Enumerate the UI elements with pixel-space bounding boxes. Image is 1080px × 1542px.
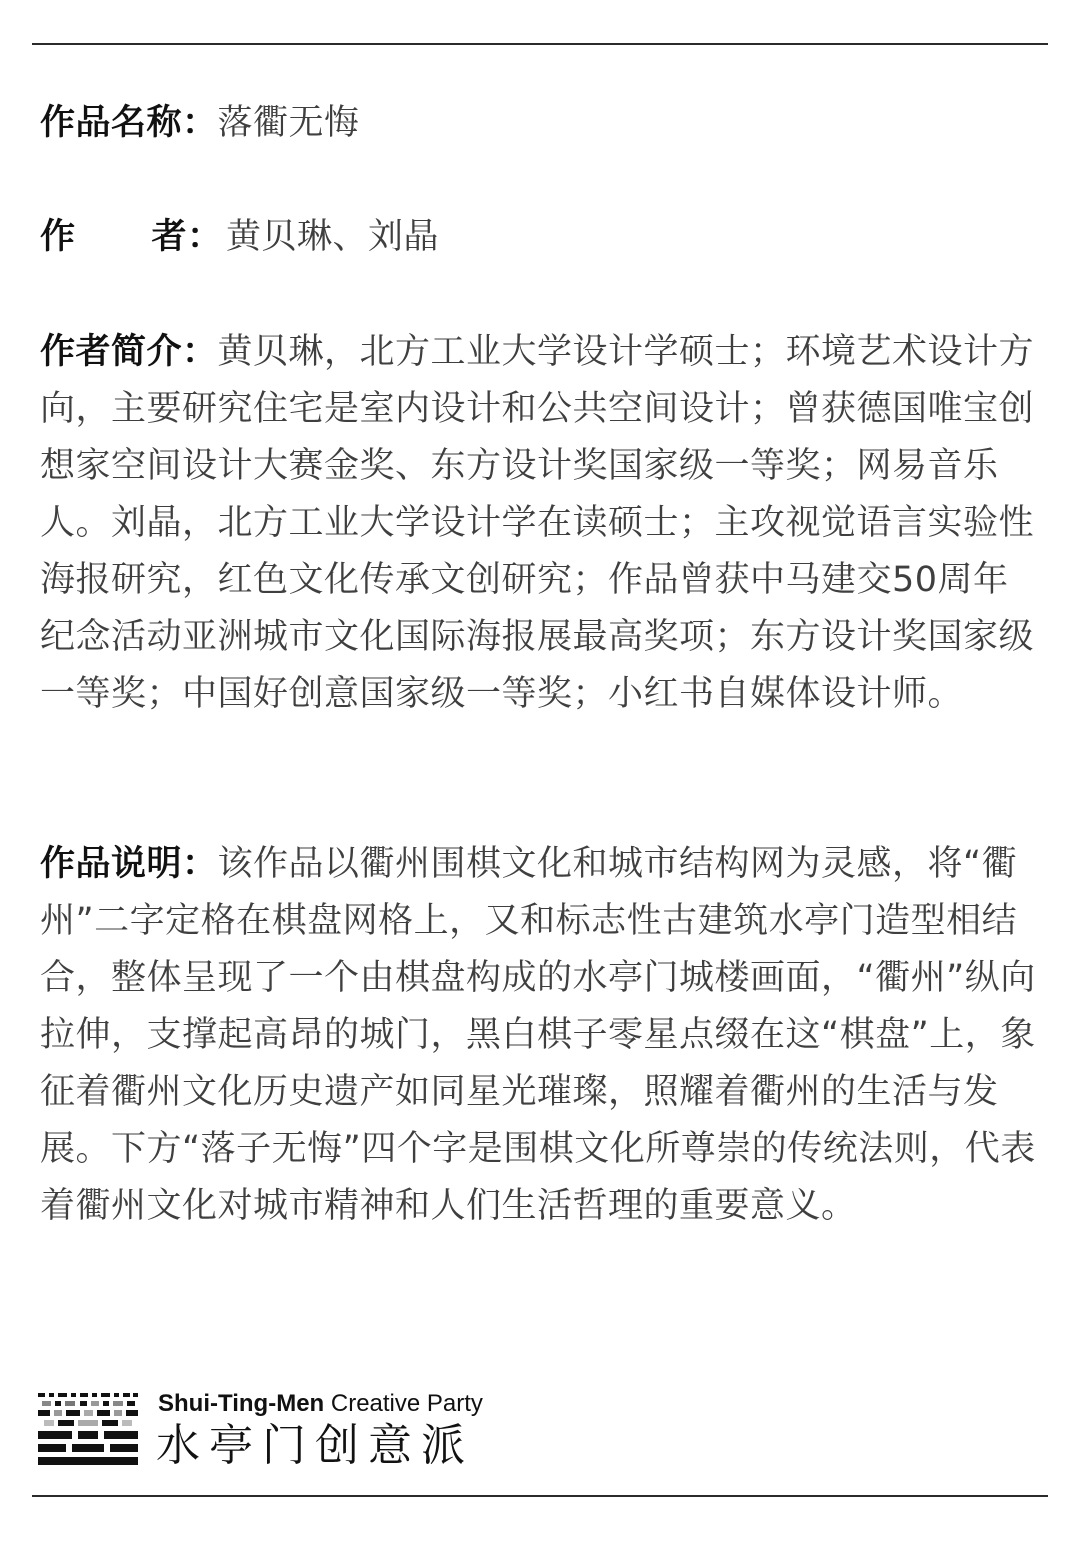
author-bio-label: 作者简介： (40, 332, 218, 372)
work-description-label: 作品说明： (40, 844, 218, 884)
work-title-label: 作品名称： (40, 103, 218, 143)
work-description-field (40, 836, 1040, 1235)
work-title-field (40, 95, 1040, 152)
work-author-value: 黄贝琳、刘晶 (226, 217, 440, 257)
brand-name-english: Shui-Ting-Men Creative Party (158, 1390, 483, 1417)
work-author-label: 作 者： (40, 217, 223, 257)
author-bio-field (40, 324, 1040, 723)
author-bio-text: 黄贝琳，北方工业大学设计学硕士；环境艺术设计方向，主要研究住宅是室内设计和公共空间设计；曾获德国唯宝创想家空间设计大赛金奖、东方设计奖国家级一等奖；网易音乐人。刘晶，北方工业大学设计学在读硕士；主攻视觉语言实验性海报研究，红色文化传承文创研究；作品曾获中马建交50周年纪念活动亚洲城市文化国际海报展最高奖项；东方设计奖国家级一等奖；中国好创意国家级一等奖；小红书自媒体设计师。 (40, 332, 1035, 714)
brand-name-chinese: 水亭门创意派 (156, 1420, 474, 1471)
work-title-value: 落衢无悔 (217, 103, 360, 143)
work-description-text: 该作品以衢州围棋文化和城市结构网为灵感，将“衢州”二字定格在棋盘网格上，又和标志性古建筑水亭门造型相结合，整体呈现了一个由棋盘构成的水亭门城楼画面，“衢州”纵向拉伸，支撑起高昂的城门，黑白棋子零星点缀在这“棋盘”上，象征着衢州文化历史遗产如同星光璀璨，照耀着衢州的生活与发展。下方“落子无悔”四个字是围棋文化所尊崇的传统法则，代表着衢州文化对城市精神和人们生活哲理的重要意义。 (40, 844, 1036, 1226)
bottom-divider (32, 1495, 1048, 1497)
top-divider (32, 43, 1048, 45)
work-author-field (40, 209, 1040, 266)
pixel-gate-logo-icon (38, 1393, 138, 1465)
